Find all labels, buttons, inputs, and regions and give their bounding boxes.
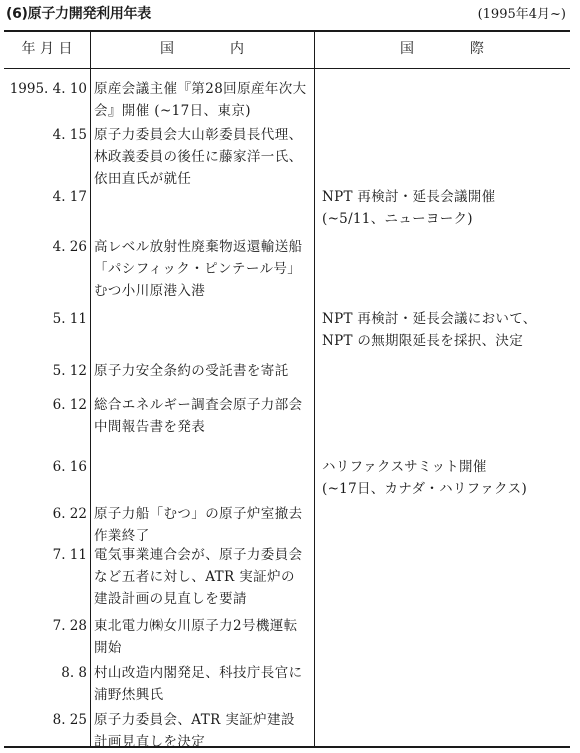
column-divider-date [90, 30, 91, 748]
international-event-line: NPT 再検討・延長会議において、 [322, 311, 537, 327]
row-date: 7. 11 [52, 547, 87, 563]
column-divider-domestic [314, 30, 315, 748]
domestic-event-line: 原子力船「むつ」の原子炉室撤去 [94, 506, 303, 522]
chronology-table [4, 30, 570, 748]
row-date: 5. 11 [52, 311, 87, 327]
international-event-line: (~5/11、ニューヨーク) [322, 211, 473, 227]
domestic-event-line: 会』開催 (~17日、東京) [94, 103, 251, 119]
row-date: 7. 28 [52, 618, 87, 634]
row-date: 4. 17 [52, 189, 87, 205]
row-date: 6. 16 [52, 459, 87, 475]
row-international-event [322, 308, 568, 352]
row-domestic-event [94, 360, 308, 382]
domestic-event-line: 計画見直しを決定 [94, 734, 206, 750]
header-rule [4, 68, 570, 69]
row-domestic-event [94, 709, 308, 753]
row-date: 8. 25 [52, 712, 87, 728]
row-date: 6. 12 [52, 397, 87, 413]
row-domestic-event [94, 662, 308, 706]
row-domestic-event [94, 394, 308, 438]
column-header-international: 国 際 [400, 41, 484, 57]
row-domestic-event [94, 544, 308, 610]
domestic-event-line: 作業終了 [94, 528, 150, 544]
domestic-event-line: など五者に対し、ATR 実証炉の [94, 569, 295, 585]
domestic-event-line: 原子力安全条約の受託書を寄託 [94, 363, 289, 379]
page-title: (6)原子力開発利用年表 [6, 6, 151, 22]
row-domestic-event [94, 78, 308, 122]
domestic-event-line: 原産会議主催『第28回原産年次大 [94, 81, 307, 97]
row-date: 8. 8 [61, 665, 87, 681]
international-event-line: NPT の無期限延長を採択、決定 [322, 333, 523, 349]
row-date: 6. 22 [52, 506, 87, 522]
period-label: (1995年4月~) [477, 7, 566, 22]
row-domestic-event [94, 236, 308, 302]
row-domestic-event [94, 503, 308, 547]
domestic-event-line: 依田直氏が就任 [94, 171, 192, 187]
domestic-event-line: 原子力委員会大山彰委員長代理、 [94, 127, 303, 143]
domestic-event-line: 浦野烋興氏 [94, 687, 164, 703]
column-header-domestic: 国 内 [160, 41, 244, 57]
row-date: 4. 15 [52, 127, 87, 143]
domestic-event-line: 中間報告書を発表 [94, 419, 206, 435]
row-date: 1995. 4. 10 [9, 81, 87, 97]
domestic-event-line: 高レベル放射性廃棄物返還輸送船 [94, 239, 303, 255]
domestic-event-line: むつ小川原港入港 [94, 283, 206, 299]
international-event-line: ハリファクスサミット開催 [322, 459, 487, 475]
international-event-line: NPT 再検討・延長会議開催 [322, 189, 496, 205]
domestic-event-line: 電気事業連合会が、原子力委員会 [94, 547, 303, 563]
row-domestic-event [94, 124, 308, 190]
row-international-event [322, 456, 568, 500]
domestic-event-line: 総合エネルギー調査会原子力部会 [94, 397, 303, 413]
domestic-event-line: 東北電力㈱女川原子力2号機運転 [94, 618, 298, 634]
domestic-event-line: 村山改造内閣発足、科技庁長官に [94, 665, 303, 681]
domestic-event-line: 原子力委員会、ATR 実証炉建設 [94, 712, 295, 728]
column-header-date: 年 月 日 [21, 41, 73, 57]
domestic-event-line: 「パシフィック・ピンテール号」 [94, 261, 302, 277]
row-international-event [322, 186, 568, 230]
international-event-line: (~17日、カナダ・ハリファクス) [322, 481, 528, 497]
domestic-event-line: 開始 [94, 640, 122, 656]
row-domestic-event [94, 615, 308, 659]
domestic-event-line: 林政義委員の後任に藤家洋一氏、 [94, 149, 303, 165]
domestic-event-line: 建設計画の見直しを要請 [94, 591, 247, 607]
row-date: 5. 12 [52, 363, 87, 379]
row-date: 4. 26 [52, 239, 87, 255]
